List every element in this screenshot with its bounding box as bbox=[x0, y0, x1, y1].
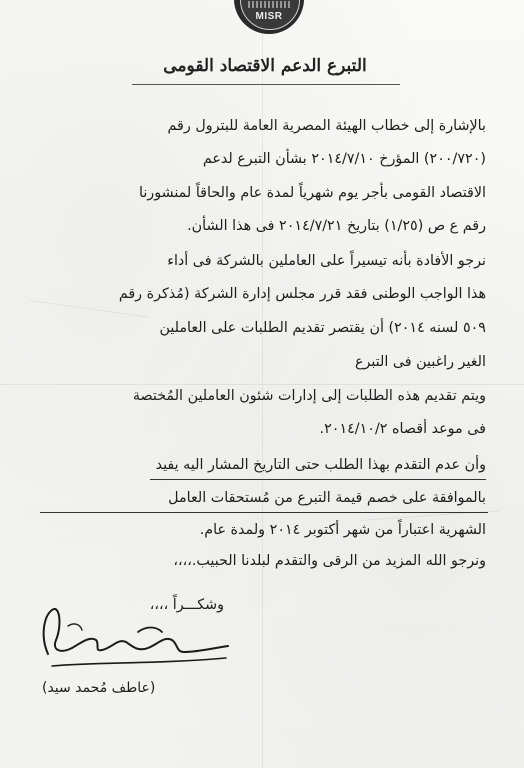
paragraph-line: بالموافقة على خصم قيمة التبرع من مُستحقات العامل bbox=[168, 490, 486, 506]
handwritten-signature bbox=[38, 596, 238, 676]
paragraph-line: نرجو الأفادة بأنه تيسيراً على العاملين بالشركة فى أداء bbox=[167, 253, 486, 269]
closing-text: وشكـــراً ،،،، bbox=[149, 597, 224, 613]
paragraph-line: وأن عدم التقدم بهذا الطلب حتى التاريخ المشار اليه يفيد bbox=[155, 457, 486, 473]
underline-rule bbox=[40, 512, 488, 513]
company-logo: MISR bbox=[234, 0, 304, 34]
paragraph-line: رقم ع ص (١/٢٥) بتاريخ ٢٠١٤/٧/٢١ فى هذا الشأن. bbox=[187, 218, 486, 234]
paragraph-line: الغير راغبين فى التبرع bbox=[354, 354, 486, 370]
document-title: التبرع الدعم الاقتصاد القومى bbox=[163, 56, 367, 76]
underline-rule bbox=[150, 479, 486, 480]
paragraph-line: بالإشارة إلى خطاب الهيئة المصرية العامة للبترول رقم bbox=[167, 118, 486, 134]
paragraph-line: ويتم تقديم هذه الطلبات إلى إدارات شئون العاملين المُختصة bbox=[132, 388, 486, 404]
title-underline bbox=[132, 84, 400, 85]
paragraph-line: الاقتصاد القومى بأجر يوم شهرياً لمدة عام والحاقاً لمنشورنا bbox=[138, 185, 486, 201]
paper-fold-vertical bbox=[262, 0, 263, 768]
paper-crease bbox=[30, 300, 149, 318]
paragraph-line: ٥٠٩ لسنه ٢٠١٤) أن يقتصر تقديم الطلبات على العاملين bbox=[159, 320, 486, 336]
signer-name: (عاطف مُحمد سيد) bbox=[42, 680, 156, 696]
paragraph-line: ونرجو الله المزيد من الرقى والتقدم لبلدنا الحبيب.،،،، bbox=[173, 553, 486, 569]
paragraph-line: (٢٠٠/٧٢٠) المؤرخ ٢٠١٤/٧/١٠ بشأن التبرع لدعم bbox=[202, 151, 486, 167]
paragraph-line: فى موعد أقصاه ٢٠١٤/١٠/٢. bbox=[319, 421, 486, 437]
paragraph-line: هذا الواجب الوطنى فقد قرر مجلس إدارة الشركة (مُذكرة رقم bbox=[118, 286, 486, 302]
paragraph-line: الشهرية اعتباراً من شهر أكتوبر ٢٠١٤ ولمدة عام. bbox=[199, 522, 486, 538]
